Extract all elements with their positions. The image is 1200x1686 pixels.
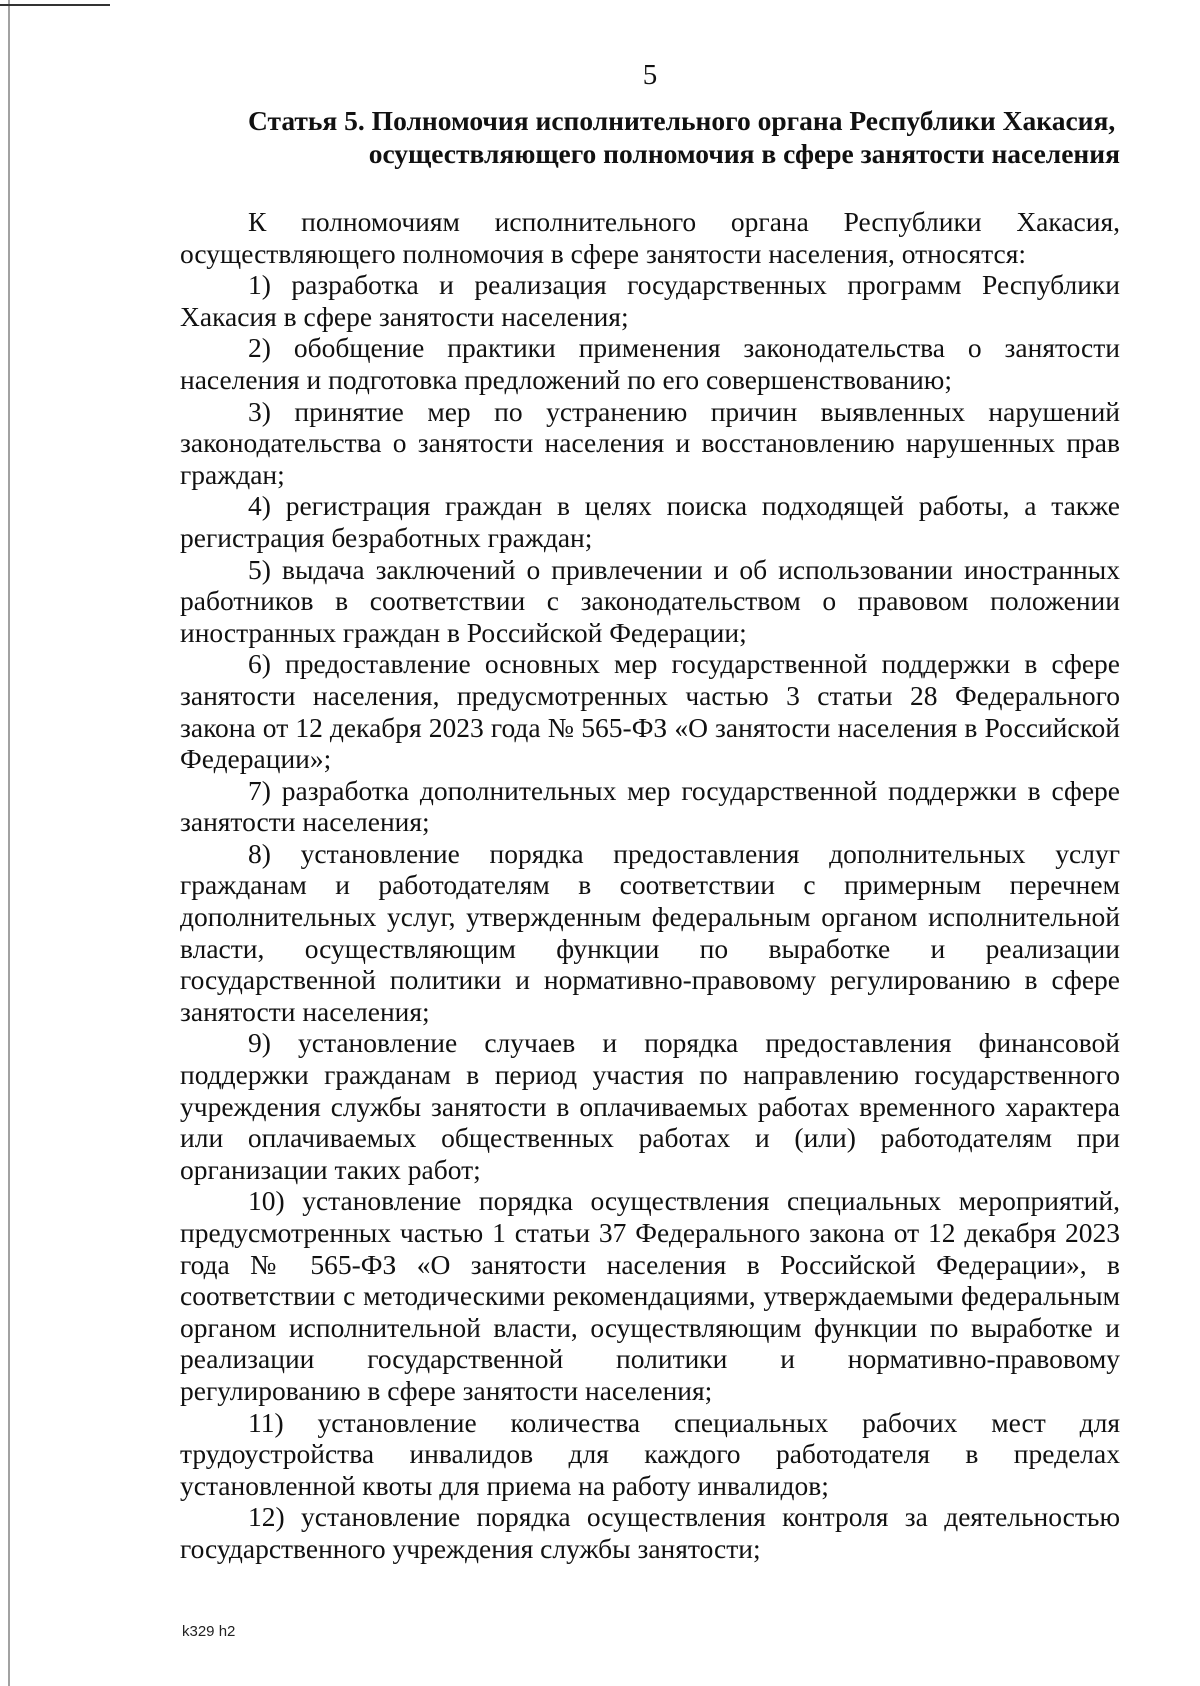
item-8: 8) установление порядка предоставления дополнительных услуг гражданам и работодателям в соответствии с примерным перечнем дополнительных услуг, утвержденным федеральным органом исполнительной власти, осуществляющим функции по выработке и реализации государственной политики и нормативно-правовому регулированию в сфере занятости населения;	[180, 837, 1120, 1027]
document-code: k329 h2	[182, 1623, 236, 1640]
item-5: 5) выдача заключений о привлечении и об использовании иностранных работников в соответствии с законодательством о правовом положении иностранных граждан в Российской Федерации;	[180, 553, 1120, 648]
item-4: 4) регистрация граждан в целях поиска подходящей работы, а также регистрация безработных граждан;	[180, 490, 1120, 553]
item-12: 12) установление порядка осуществления контроля за деятельностью государственного учреждения службы занятости;	[180, 1501, 1120, 1564]
article-heading	[180, 104, 1120, 170]
item-6: 6) предоставление основных мер государственной поддержки в сфере занятости населения, предусмотренных частью 3 статьи 28 Федерального закона от 12 декабря 2023 года № 565-ФЗ «О занятости населения в Российской Федерации»;	[180, 648, 1120, 775]
item-2: 2) обобщение практики применения законодательства о занятости населения и подготовка предложений по его совершенствованию;	[180, 332, 1120, 395]
document-page	[180, 58, 1120, 1565]
page-number: 5	[642, 59, 658, 91]
item-9: 9) установление случаев и порядка предоставления финансовой поддержки гражданам в период участия по направлению государственного учреждения службы занятости в оплачиваемых работах временного характера или оплачиваемых общественных работах и (или) работодателям при организации таких работ;	[180, 1027, 1120, 1185]
item-11: 11) установление количества специальных рабочих мест для трудоустройства инвалидов для каждого работодателя в пределах установленной квоты для приема на работу инвалидов;	[180, 1406, 1120, 1501]
scan-top-line	[0, 4, 110, 6]
scan-edge-line	[8, 0, 10, 1686]
item-3: 3) принятие мер по устранению причин выявленных нарушений законодательства о занятости населения и восстановлению нарушенных прав граждан;	[180, 395, 1120, 490]
item-1: 1) разработка и реализация государственных программ Республики Хакасия в сфере занятости населения;	[180, 269, 1120, 332]
article-heading-line-1: Статья 5. Полномочия исполнительного органа Республики Хакасия,	[248, 105, 1116, 136]
item-7: 7) разработка дополнительных мер государственной поддержки в сфере занятости населения;	[180, 774, 1120, 838]
item-10: 10) установление порядка осуществления специальных мероприятий, предусмотренных частью 1 статьи 37 Федерального закона от 12 декабря 2023 года № 565-ФЗ «О занятости населения в Российской Федерации», в соответствии с методическими рекомендациями, утверждаемыми федеральным органом исполнительной власти, осуществляющим функции по выработке и реализации государственной политики и нормативно-правовому регулированию в сфере занятости населения;	[180, 1185, 1120, 1406]
article-heading-line-2: осуществляющего полномочия в сфере занятости населения	[368, 138, 1120, 169]
intro-paragraph: К полномочиям исполнительного органа Республики Хакасия, осуществляющего полномочия в сфере занятости населения, относятся:	[180, 206, 1120, 269]
